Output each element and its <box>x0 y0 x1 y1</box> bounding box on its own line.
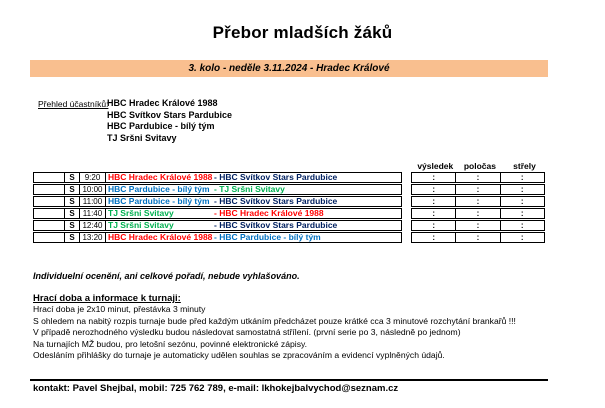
schedule-row <box>33 208 545 219</box>
schedule-row <box>33 196 545 207</box>
time-cell: 13:20 <box>80 233 106 242</box>
info-heading: Hrací doba a informace k turnaji: <box>33 293 181 304</box>
column-header-polocas: poločas <box>463 161 496 171</box>
away-team: - TJ Sršni Svitavy <box>214 185 285 194</box>
round-banner: 3. kolo - neděle 3.11.2024 - Hradec Králové <box>30 60 548 77</box>
participants-label-wrap <box>38 99 108 109</box>
time-cell: 12:40 <box>80 221 106 230</box>
time-cell: 11:40 <box>80 209 106 218</box>
result-cell-vysledek: : <box>412 185 456 194</box>
result-cell-polocas: : <box>456 173 500 182</box>
result-cell-strely: : <box>520 173 524 182</box>
result-cell-polocas: : <box>456 209 500 218</box>
day-cell: S <box>65 173 80 182</box>
info-lines <box>33 304 516 362</box>
page-title: Přebor mladších žáků <box>212 23 393 42</box>
schedule-row <box>33 184 545 195</box>
day-cell: S <box>65 185 80 194</box>
away-team: - HBC Svítkov Stars Pardubice <box>214 173 338 182</box>
result-cell-strely: : <box>520 185 524 194</box>
away-team: - HBC Pardubice - bílý tým <box>214 233 321 242</box>
time-cell: 10:00 <box>80 185 106 194</box>
results-header <box>413 161 547 171</box>
participants-label: Přehled účastníků: <box>38 99 109 109</box>
result-cell-strely: : <box>520 209 524 218</box>
day-cell: S <box>65 233 80 242</box>
home-team: TJ Sršni Svitavy <box>108 209 174 218</box>
award-note: Individuelní ocenění, ani celkové pořadí, nebude vyhlašováno. <box>33 271 300 281</box>
info-line: Odesláním přihlášky do turnaje je automaticky udělen souhlas se zpracováním a evidencí vyplněných údajů. <box>33 350 445 361</box>
info-line: Na turnajích MŽ budou, pro letošní sezónu, povinné elektronické zápisy. <box>33 338 308 349</box>
result-cell-vysledek: : <box>412 233 456 242</box>
participant-team: TJ Sršni Svitavy <box>107 132 177 143</box>
result-cell-polocas: : <box>456 233 500 242</box>
away-team: - HBC Hradec Králové 1988 <box>214 209 324 218</box>
participants-list <box>107 98 232 144</box>
empty-cell <box>34 173 65 182</box>
participant-team: HBC Pardubice - bílý tým <box>107 121 215 132</box>
day-cell: S <box>65 221 80 230</box>
home-team: HBC Hradec Králové 1988 <box>108 233 213 242</box>
participant-team: HBC Svítkov Stars Pardubice <box>107 109 233 120</box>
schedule-row <box>33 220 545 231</box>
away-team: - HBC Svítkov Stars Pardubice <box>214 197 338 206</box>
result-cell-strely: : <box>520 197 524 206</box>
home-team: TJ Sršni Svitavy <box>108 221 174 230</box>
result-cell-vysledek: : <box>412 209 456 218</box>
result-cell-vysledek: : <box>412 173 456 182</box>
schedule-table <box>33 172 545 244</box>
empty-cell <box>34 209 65 218</box>
day-cell: S <box>65 209 80 218</box>
home-team: HBC Hradec Králové 1988 <box>108 173 213 182</box>
info-line: S ohledem na nabitý rozpis turnaje bude před každým utkáním předcházet pouze krátké cca 3 minutové rozchytání brankařů !!! <box>33 315 516 326</box>
result-cell-vysledek: : <box>412 221 456 230</box>
result-cell-strely: : <box>520 233 524 242</box>
contact-line: kontakt: Pavel Shejbal, mobil: 725 762 789, e-mail: lkhokejbalvychod@seznam.cz <box>33 383 399 394</box>
info-line: V případě nerozhodného výsledku budou následovat samostatná střílení. (první serie po 3, následně po jednom) <box>33 327 461 338</box>
empty-cell <box>34 221 65 230</box>
time-cell: 11:00 <box>80 197 106 206</box>
empty-cell <box>34 233 65 242</box>
day-cell: S <box>65 197 80 206</box>
result-cell-polocas: : <box>456 197 500 206</box>
time-cell: 9:20 <box>80 173 106 182</box>
column-header-strely: střely <box>513 161 536 171</box>
result-cell-polocas: : <box>456 221 500 230</box>
result-cell-vysledek: : <box>412 197 456 206</box>
home-team: HBC Pardubice - bílý tým <box>108 197 210 206</box>
participant-team: HBC Hradec Králové 1988 <box>107 98 218 108</box>
schedule-row <box>33 172 545 183</box>
empty-cell <box>34 197 65 206</box>
result-cell-polocas: : <box>456 185 500 194</box>
result-cell-strely: : <box>520 221 524 230</box>
footer-divider <box>30 379 548 381</box>
away-team: - HBC Svítkov Stars Pardubice <box>214 221 338 230</box>
schedule-row <box>33 232 545 243</box>
empty-cell <box>34 185 65 194</box>
home-team: HBC Pardubice - bílý tým <box>108 185 210 194</box>
info-line: Hrací doba je 2x10 minut, přestávka 3 minuty <box>33 304 206 314</box>
column-header-vysledek: výsledek <box>417 161 454 171</box>
